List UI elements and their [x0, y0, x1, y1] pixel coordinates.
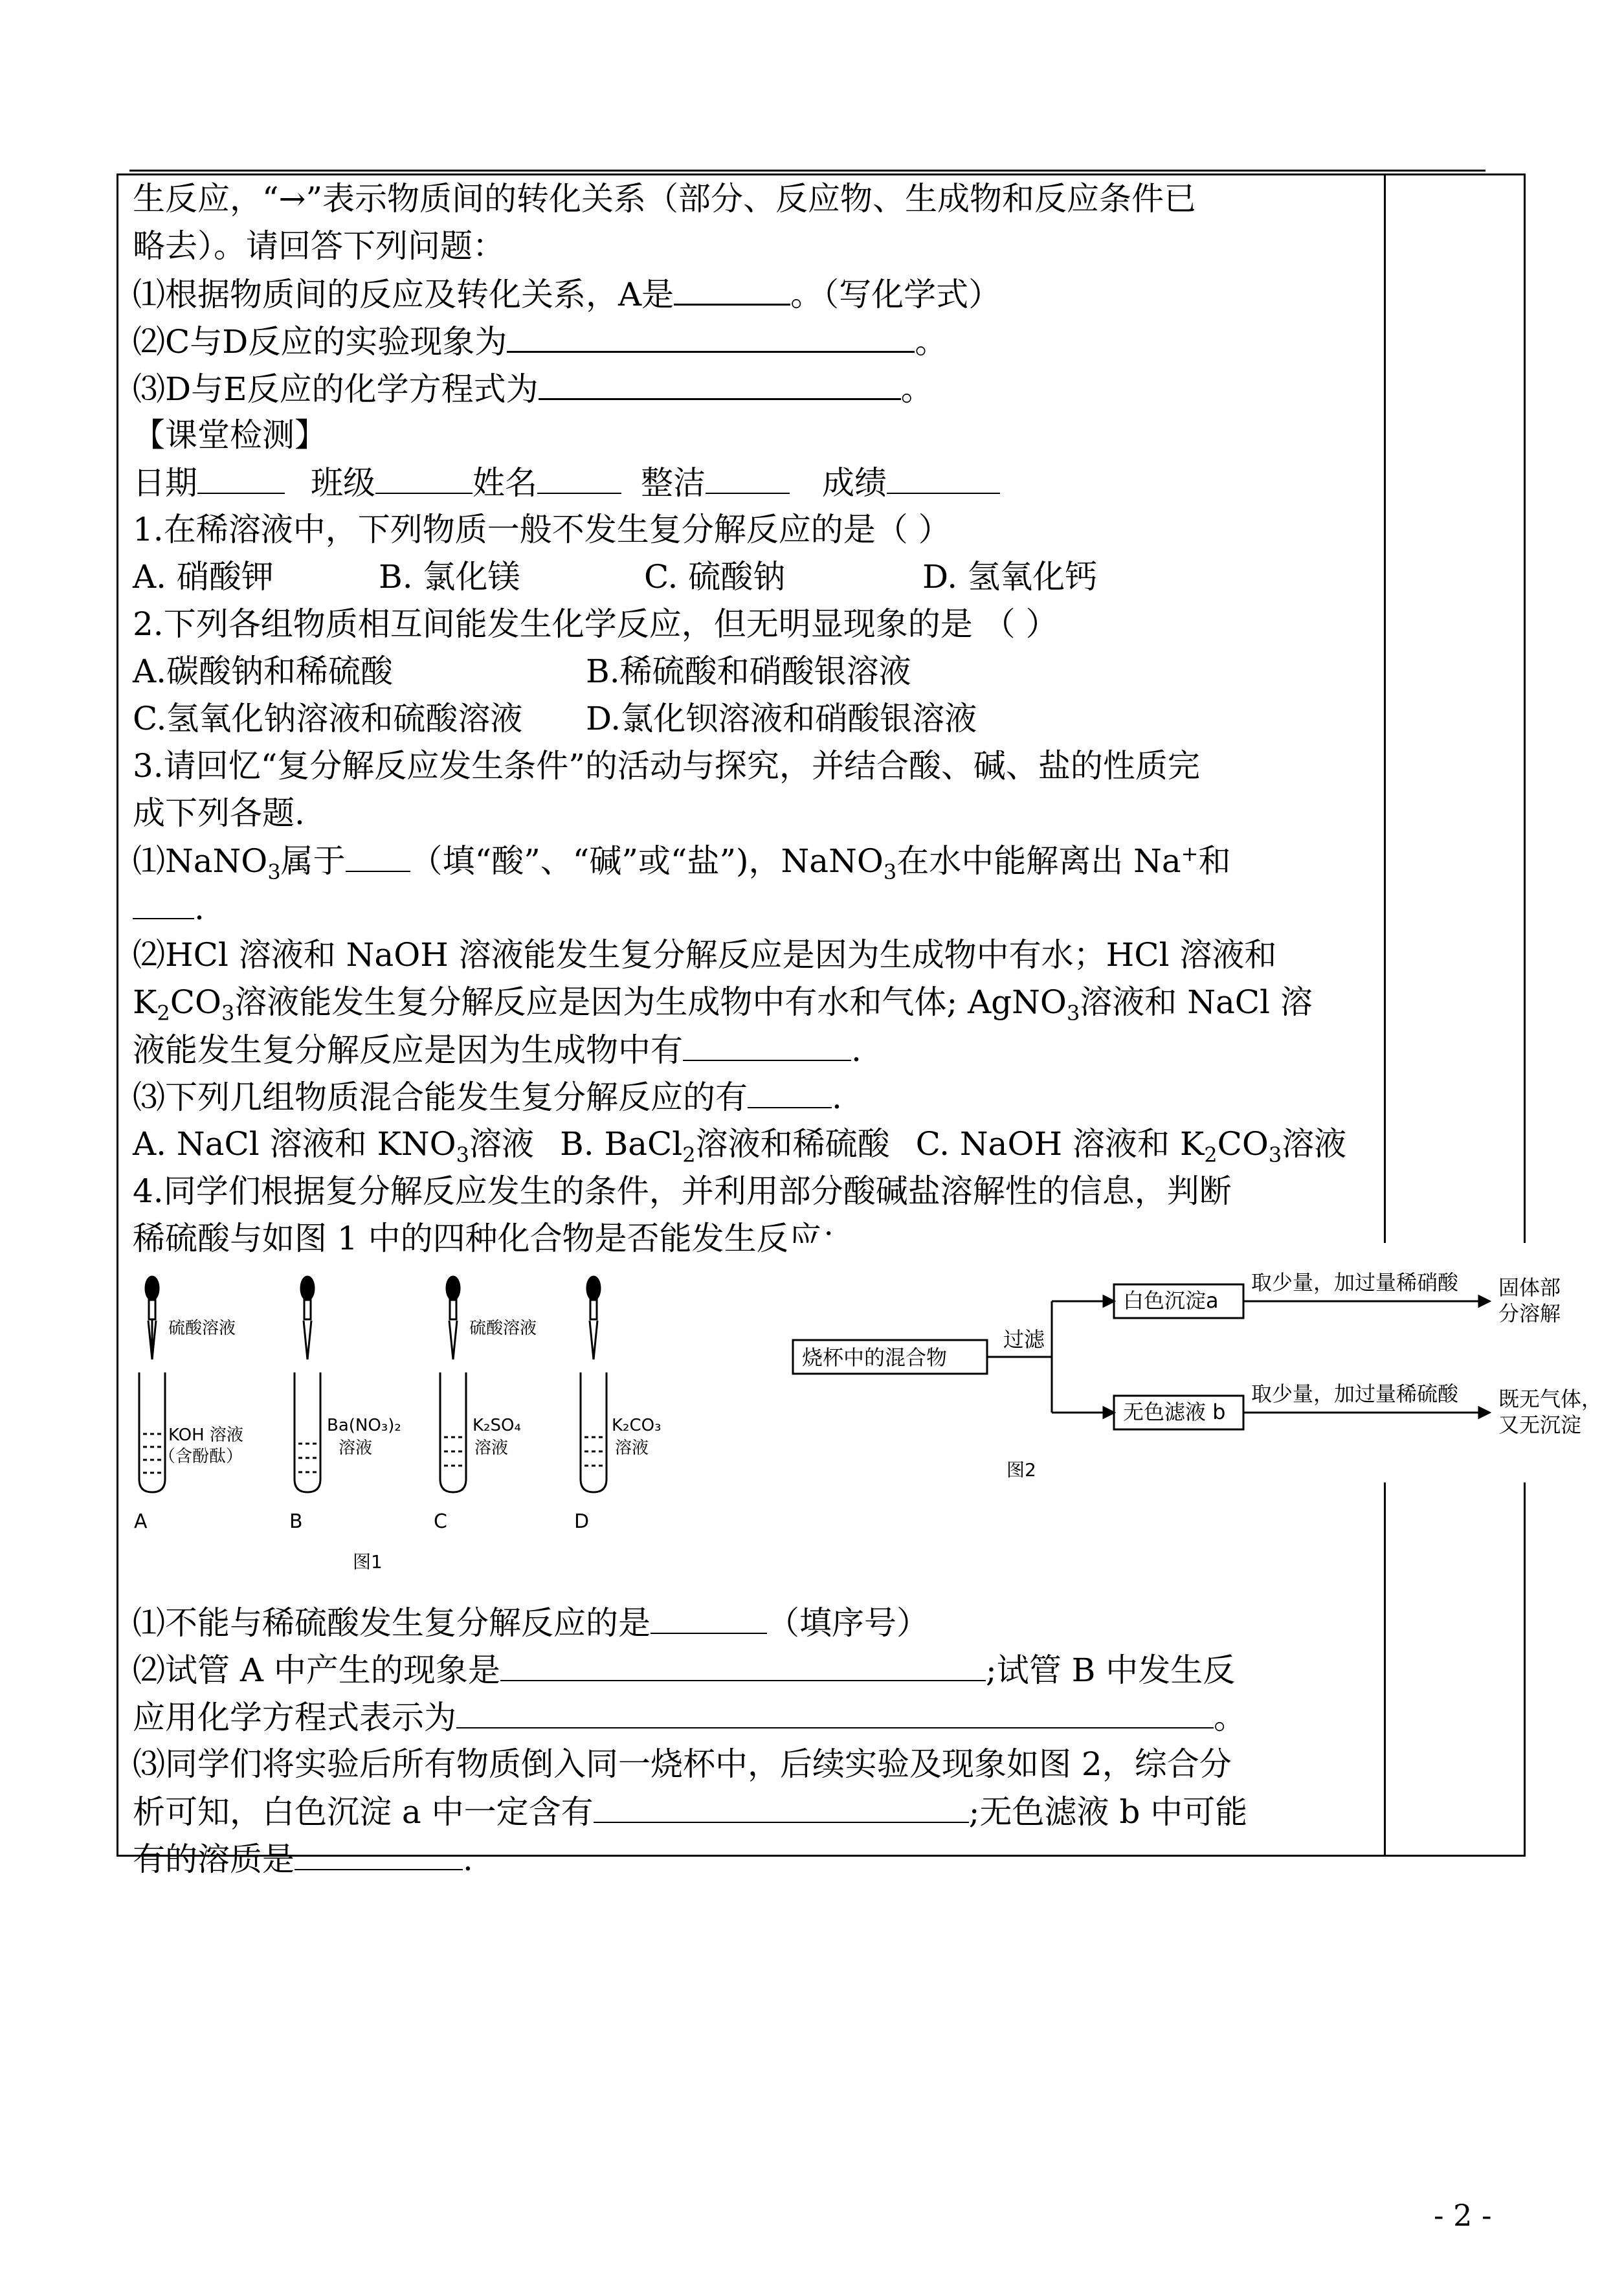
subscript: 3 — [456, 1143, 469, 1167]
q3-text: . — [832, 1079, 842, 1116]
field-score-blank[interactable] — [887, 459, 1000, 494]
q3-text: . — [194, 889, 205, 927]
q3-part-3 — [133, 1073, 1375, 1121]
q1-option-c[interactable]: C. 硫酸钠 — [644, 558, 786, 596]
answer-blank[interactable] — [594, 1788, 969, 1823]
q3-text: 属于 — [280, 842, 346, 880]
field-name-label: 姓名 — [473, 464, 537, 502]
tube-d-letter: D — [574, 1510, 590, 1533]
field-date-label: 日期 — [133, 464, 197, 502]
test-tube-icon — [581, 1372, 606, 1492]
answer-blank[interactable] — [456, 1694, 1214, 1728]
field-score-label: 成绩 — [822, 464, 887, 502]
q3-text: 和 — [1198, 842, 1231, 880]
field-class-label: 班级 — [311, 464, 375, 502]
figure-1-caption: 图1 — [353, 1551, 383, 1572]
subscript: 3 — [883, 860, 897, 884]
answer-blank[interactable] — [651, 1599, 767, 1634]
superscript: + — [1181, 841, 1199, 866]
field-class-blank[interactable] — [375, 459, 473, 494]
q2-option-b[interactable]: B.稀硫酸和硝酸银溶液 — [586, 653, 911, 690]
q3-part-3-options — [133, 1121, 1375, 1168]
q3-text: 在水中能解离出 Na — [896, 842, 1181, 880]
question-suffix: 。 — [900, 370, 933, 408]
q3-text: K — [133, 983, 157, 1021]
field-name-blank[interactable] — [537, 459, 621, 494]
answer-blank[interactable] — [674, 270, 790, 306]
q3-text: 溶液能发生复分解反应是因为生成物中有水和气体; AgNO — [234, 983, 1067, 1021]
q4-stem-1: 4.同学们根据复分解反应发生的条件，并利用部分酸碱盐溶解性的信息，判断 — [133, 1172, 1232, 1210]
q3-stem-2: 成下列各题. — [133, 794, 305, 832]
dropper-icon — [447, 1277, 460, 1359]
q4-part-2-line2 — [133, 1694, 1375, 1741]
tube-c-label-2: 溶液 — [474, 1438, 509, 1458]
info-fields — [133, 459, 1375, 506]
dropper-icon — [301, 1277, 314, 1359]
q4-text: （填序号） — [767, 1604, 929, 1642]
subscript: 3 — [267, 860, 281, 884]
arrow-icon — [1104, 1407, 1114, 1418]
test-tube-icon — [295, 1372, 320, 1492]
flow-text-mixture: 烧杯中的混合物 — [802, 1345, 948, 1370]
flow-text-result-bottom-1: 既无气体， — [1498, 1387, 1603, 1411]
question-text: ⑴根据物质间的反应及转化关系，A是 — [133, 276, 674, 313]
flow-text-filter: 过滤 — [1003, 1327, 1045, 1352]
q4-text: 析可知，白色沉淀 a 中一定含有 — [133, 1793, 594, 1831]
subscript: 2 — [157, 1001, 170, 1025]
q2-options-row2 — [133, 695, 1375, 743]
q4-part-3-line1: ⑶同学们将实验后所有物质倒入同一烧杯中，后续实验及现象如图 2，综合分 — [133, 1745, 1232, 1783]
tube-d-label-1: K₂CO₃ — [612, 1416, 662, 1435]
worksheet-table — [117, 173, 1603, 1878]
arrow-icon — [1479, 1407, 1489, 1418]
q2-options-row1 — [133, 648, 1375, 695]
tube-b-label-1: Ba(NO₃)₂ — [327, 1416, 401, 1435]
subscript: 2 — [1204, 1143, 1218, 1167]
field-tidy-blank[interactable] — [706, 459, 790, 494]
answer-blank[interactable] — [500, 1646, 986, 1681]
answer-blank[interactable] — [683, 1026, 851, 1061]
q4-text: ;试管 B 中发生反 — [985, 1651, 1236, 1689]
q3-part-1 — [133, 837, 1375, 884]
q1-option-b[interactable]: B. 氯化镁 — [379, 558, 520, 596]
flow-text-step-top: 取少量，加过量稀硝酸 — [1251, 1270, 1459, 1295]
q4-part-3-line3 — [133, 1835, 1375, 1883]
subscript: 3 — [1066, 1001, 1080, 1025]
q3-option-a-suffix: 溶液 — [469, 1125, 534, 1163]
figure-2-caption: 图2 — [1007, 1459, 1036, 1481]
q2-option-a[interactable]: A.碳酸钠和稀硫酸 — [133, 653, 394, 690]
q1-option-a[interactable]: A. 硝酸钾 — [133, 558, 274, 596]
q3-text: （填“酸”、“碱”或“盐”)，NaNO — [410, 842, 884, 880]
intro-question-3 — [133, 364, 1375, 412]
arrow-icon — [1104, 1296, 1114, 1306]
answer-blank[interactable] — [748, 1073, 832, 1108]
intro-question-1 — [133, 270, 1375, 317]
q3-option-c-suffix: 溶液 — [1282, 1125, 1347, 1163]
answer-blank[interactable] — [133, 884, 194, 919]
flow-text-result-top-1: 固体部 — [1498, 1275, 1561, 1300]
figure-1-test-tubes — [133, 1269, 702, 1593]
question-text: ⑵C与D反应的实验现象为 — [133, 323, 507, 361]
subscript: 3 — [1268, 1143, 1282, 1167]
question-suffix: 。 — [915, 323, 948, 361]
q3-text: ⑴NaNO — [133, 842, 268, 880]
q1-stem: 1.在稀溶液中，下列物质一般不发生复分解反应的是（ ） — [133, 511, 951, 548]
q3-text: . — [851, 1031, 862, 1069]
flow-text-result-bottom-2: 又无沉淀 — [1498, 1413, 1582, 1437]
tube-a-label-1: KOH 溶液 — [168, 1426, 243, 1445]
intro-question-2 — [133, 317, 1375, 364]
flow-text-result-top-2: 分溶解 — [1498, 1301, 1561, 1326]
flow-text-filtrate: 无色滤液 b — [1123, 1400, 1226, 1424]
q3-text: ⑶下列几组物质混合能发生复分解反应的有 — [133, 1079, 748, 1116]
q3-part-2-line3 — [133, 1026, 1375, 1073]
q1-options — [133, 554, 1375, 601]
q1-option-d[interactable]: D. 氢氧化钙 — [922, 558, 1098, 596]
q4-text: 有的溶质是 — [133, 1840, 295, 1878]
flow-text-precipitate: 白色沉淀a — [1123, 1288, 1219, 1313]
q3-part-1-cont — [133, 884, 1375, 932]
q3-text: 溶液和 NaCl 溶 — [1080, 983, 1313, 1021]
test-tube-icon — [139, 1372, 165, 1492]
intro-line-2: 略去）。请回答下列问题： — [133, 227, 505, 265]
q2-option-c[interactable]: C.氢氧化钠溶液和硫酸溶液 — [133, 700, 523, 737]
q3-option-b[interactable]: B. BaCl — [559, 1125, 683, 1163]
tube-d-label-2: 溶液 — [615, 1438, 649, 1458]
field-date-blank[interactable] — [197, 459, 285, 494]
q3-part-2-line2 — [133, 979, 1375, 1026]
q3-stem-1: 3.请回忆“复分解反应发生条件”的活动与探究，并结合酸、碱、盐的性质完 — [133, 747, 1200, 785]
q4-part-1 — [133, 1599, 1375, 1646]
tube-c-label-1: K₂SO₄ — [473, 1416, 521, 1435]
tube-b-label-2: 溶液 — [339, 1438, 373, 1458]
q3-option-c[interactable]: C. NaOH 溶液和 K — [915, 1125, 1205, 1163]
page-number: - 2 - — [1434, 2198, 1492, 2233]
q4-text: 应用化学方程式表示为 — [133, 1699, 456, 1736]
q2-option-d[interactable]: D.氯化钡溶液和硝酸银溶液 — [586, 700, 977, 737]
field-tidy-label: 整洁 — [641, 464, 706, 502]
q4-text: 。 — [1214, 1699, 1246, 1736]
q4-stem-2: 稀硫酸与如图 1 中的四种化合物是否能发生反应： — [133, 1220, 854, 1257]
q4-text: ⑵试管 A 中产生的现象是 — [133, 1651, 500, 1689]
tube-c-letter: C — [434, 1510, 447, 1533]
question-suffix: 。（写化学式） — [790, 276, 1001, 313]
answer-blank[interactable] — [346, 837, 410, 872]
q3-text: CO — [170, 983, 221, 1021]
header-rule — [129, 170, 1485, 172]
q4-part-3-line2 — [133, 1788, 1375, 1835]
dropper-label: 硫酸溶液 — [469, 1319, 537, 1338]
dropper-icon — [146, 1277, 159, 1359]
figure-2-flowchart — [786, 1243, 1624, 1482]
q3-option-b-suffix: 溶液和稀硫酸 — [695, 1125, 890, 1163]
dropper-label: 硫酸溶液 — [168, 1319, 236, 1338]
dropper-icon — [587, 1277, 600, 1359]
q2-stem: 2.下列各组物质相互间能发生化学反应，但无明显现象的是 （ ） — [133, 605, 1058, 643]
arrow-icon — [1479, 1296, 1489, 1306]
q3-text: CO — [1217, 1125, 1269, 1163]
answer-blank[interactable] — [539, 364, 901, 400]
intro-line-1: 生反应，“→”表示物质间的转化关系（部分、反应物、生成物和反应条件已 — [133, 180, 1197, 218]
q3-part-2-line1: ⑵HCl 溶液和 NaOH 溶液能发生复分解反应是因为生成物中有水；HCl 溶液和 — [133, 936, 1277, 974]
question-text: ⑶D与E反应的化学方程式为 — [133, 370, 539, 408]
answer-blank[interactable] — [295, 1835, 463, 1870]
section-title: 【课堂检测】 — [133, 416, 327, 454]
worksheet-content — [133, 175, 1603, 1883]
tube-b-letter: B — [289, 1510, 303, 1533]
flow-text-step-bottom: 取少量，加过量稀硫酸 — [1251, 1381, 1459, 1406]
table-column-divider — [1384, 175, 1386, 1855]
q3-text: 液能发生复分解反应是因为生成物中有 — [133, 1031, 683, 1069]
subscript: 3 — [221, 1001, 235, 1025]
figure-row — [133, 1262, 1603, 1599]
q3-option-a[interactable]: A. NaCl 溶液和 KNO — [133, 1125, 456, 1163]
q4-text: . — [463, 1840, 473, 1878]
q4-part-2-line1 — [133, 1646, 1375, 1694]
test-tube-icon — [440, 1372, 466, 1492]
q4-text: ;无色滤液 b 中可能 — [968, 1793, 1248, 1831]
q4-text: ⑴不能与稀硫酸发生复分解反应的是 — [133, 1604, 651, 1642]
tube-a-letter: A — [134, 1510, 148, 1533]
subscript: 2 — [682, 1143, 696, 1167]
tube-a-label-2: （含酚酞） — [159, 1447, 243, 1466]
answer-blank[interactable] — [507, 317, 915, 353]
